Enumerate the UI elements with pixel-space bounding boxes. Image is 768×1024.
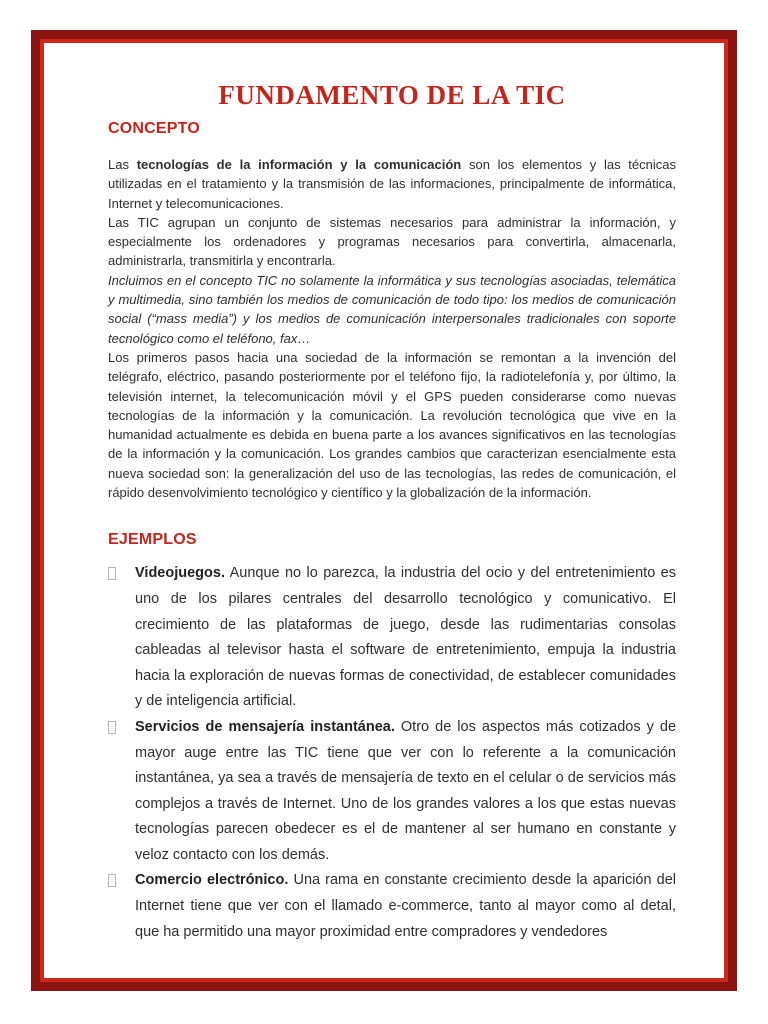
- list-item-lead: Videojuegos.: [135, 565, 225, 582]
- paragraph-text: son los elementos y las técnicas utilizadas en el tratamiento y la transmisión de las informaciones, principalmente de informática, Internet y telecomunicaciones.: [108, 157, 676, 211]
- paragraph-text: Las: [108, 157, 137, 172]
- list-item-text: [135, 715, 676, 869]
- list-item-comercio: [108, 868, 676, 945]
- paragraph-concepto-4: Los primeros pasos hacia una sociedad de la información se remontan a la invención del telégrafo, eléctrico, pasando posteriormente por el teléfono fijo, la radiotelefonía y, por último, la televisión internet, la telecomunicación móvil y el GPS pueden considerarse como nuevas tecnologías de la información y la comunicación. La revolución tecnológica que vive en la humanidad actualmente es debida en buena parte a los avances significativos en las tecnologías de la información y la comunicación. Los grandes cambios que caracterizan esencialmente esta nueva sociedad son: la generalización del uso de las tecnologías, las redes de comunicación, el rápido desenvolvimiento tecnológico y científico y la globalización de la información.: [108, 349, 676, 501]
- bullet-marker-cell: [108, 561, 135, 580]
- bullet-marker-cell: [108, 715, 135, 734]
- paragraph-concepto-3-italic: Incluimos en el concepto TIC no solamente la informática y sus tecnologías asociadas, telemática y multimedia, sino también los medios de comunicación de todo tipo: los medios de comunicación social (“mass media”) y los medios de comunicación interpersonales tradicionales con soporte tecnológico como el teléfono, fax…: [108, 272, 676, 346]
- list-item-text: [135, 561, 676, 715]
- bullet-square-icon: [108, 567, 116, 580]
- bullet-marker-cell: [108, 868, 135, 887]
- bullet-square-icon: [108, 721, 116, 734]
- page-content-area: [40, 39, 728, 982]
- page-title: FUNDAMENTO DE LA TIC: [218, 80, 566, 110]
- bullet-square-icon: [108, 874, 116, 887]
- list-item-body: Aunque no lo parezca, la industria del ocio y del entretenimiento es uno de los pilares centrales del desarrollo tecnológico y comunicativo. El crecimiento de las plataformas de juego, desde las rudimentarias consolas cableadas al televisor hasta el software de entretenimiento, empuja la industria hacia la exploración de nuevas formas de conectividad, de establecer comunidades y de inteligencia artificial.: [135, 565, 676, 710]
- paragraph-concepto-2: Las TIC agrupan un conjunto de sistemas necesarios para administrar la información, y especialmente los ordenadores y programas necesarios para convertirla, almacenarla, administrarla, transmitirla y encontrarla.: [108, 214, 676, 269]
- page-border-frame: [31, 30, 737, 991]
- ejemplos-list: [108, 561, 676, 945]
- section-heading-ejemplos: EJEMPLOS: [108, 531, 197, 549]
- list-item-text: [135, 868, 676, 945]
- list-item-lead: Servicios de mensajería instantánea.: [135, 718, 395, 735]
- list-item-videojuegos: [108, 561, 676, 715]
- paragraph-bold-text: tecnologías de la información y la comunicación: [136, 157, 462, 172]
- list-item-lead: Comercio electrónico.: [135, 872, 289, 889]
- list-item-body: Una rama en constante crecimiento desde la aparición del Internet tiene que ver con el llamado e-commerce, tanto al mayor como al detal, que ha permitido una mayor proximidad entre compradores y vendedores: [135, 872, 676, 940]
- concepto-body: [108, 155, 676, 502]
- list-item-mensajeria: [108, 715, 676, 869]
- section-heading-concepto: CONCEPTO: [108, 120, 200, 137]
- paragraph-concepto-1: [108, 155, 676, 213]
- list-item-body: Otro de los aspectos más cotizados y de mayor auge entre las TIC tiene que ver con lo referente a la comunicación instantánea, ya sea a través de mensajería de texto en el celular o de servicios más complejos a través de Internet. Uno de los grandes valores a los que estas nuevas tecnologías parecen obedecer es el de mantener al ser humano en constante y veloz contacto con los demás.: [135, 718, 677, 863]
